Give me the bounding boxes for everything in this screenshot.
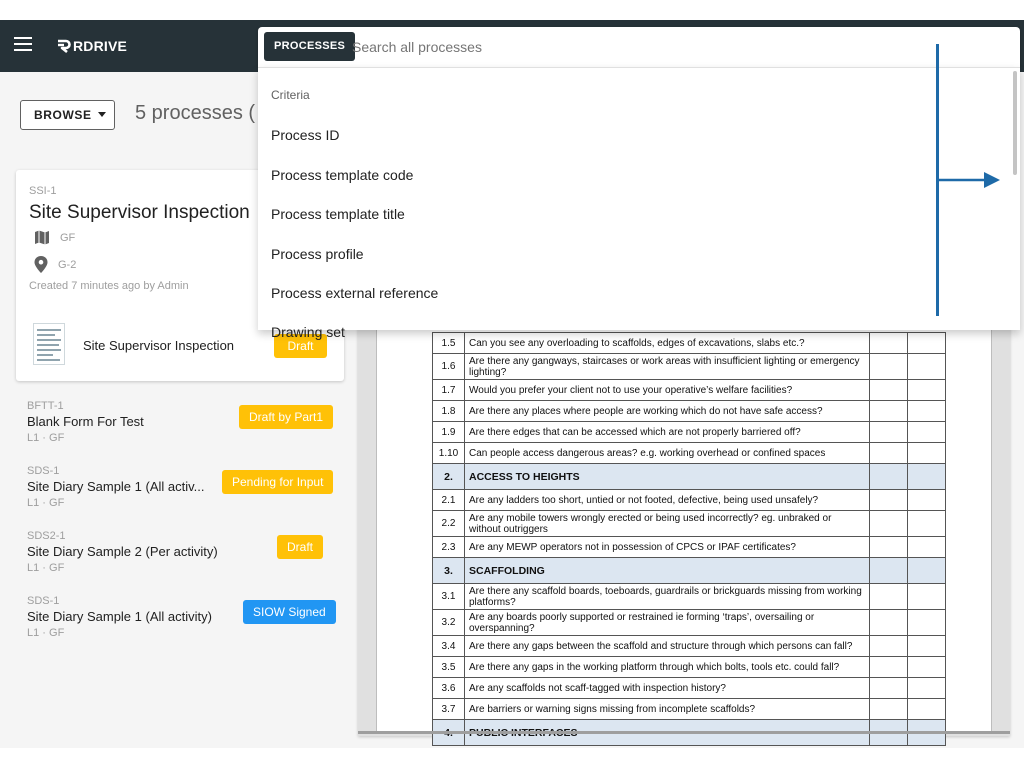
section-title: SCAFFOLDING (465, 558, 870, 584)
row-number: 1.6 (433, 354, 465, 380)
table-row (433, 422, 946, 443)
status-badge: Draft (277, 535, 323, 559)
card-process-title: Site Supervisor Inspection (29, 202, 250, 223)
annotation-arrow-icon (936, 170, 1006, 190)
answer-cell (908, 537, 946, 558)
row-number: 1.5 (433, 333, 465, 354)
question-text: Are there any gangways, staircases or work areas with insufficient lighting or emergency lighting? (465, 354, 870, 380)
table-row (433, 537, 946, 558)
criteria-process-profile[interactable]: Process profile (271, 246, 364, 262)
answer-cell (870, 537, 908, 558)
map-icon (34, 230, 50, 245)
question-text: Are there any scaffold boards, toeboards, guardrails or brickguards missing from working platforms? (465, 584, 870, 610)
process-list-item[interactable] (0, 465, 345, 527)
table-row (433, 699, 946, 720)
answer-cell (870, 584, 908, 610)
table-row (433, 380, 946, 401)
answer-cell (908, 443, 946, 464)
row-number: 1.7 (433, 380, 465, 401)
answer-cell (908, 558, 946, 584)
answer-cell (908, 636, 946, 657)
logo-text: RDRIVE (73, 38, 128, 54)
answer-cell (870, 401, 908, 422)
logo-mark-icon (56, 38, 72, 54)
process-code: BFTT-1 (27, 400, 64, 412)
table-row (433, 333, 946, 354)
card-location-row (34, 256, 76, 273)
question-text: Are any scaffolds not scaff-tagged with inspection history? (465, 678, 870, 699)
table-row (433, 354, 946, 380)
document-page (376, 264, 992, 732)
status-badge: SIOW Signed (243, 600, 336, 624)
browse-dropdown-button[interactable] (20, 100, 115, 130)
app-window (0, 20, 1024, 748)
answer-cell (908, 584, 946, 610)
location-pin-icon (34, 256, 48, 273)
answer-cell (870, 380, 908, 401)
question-text: Are any MEWP operators not in possession of CPCS or IPAF certificates? (465, 537, 870, 558)
answer-cell (870, 699, 908, 720)
criteria-process-external-reference[interactable]: Process external reference (271, 285, 439, 301)
row-number: 2.3 (433, 537, 465, 558)
card-document-title: Site Supervisor Inspection (83, 338, 235, 353)
row-number: 3.1 (433, 584, 465, 610)
process-title: Blank Form For Test (27, 414, 144, 429)
process-title: Site Diary Sample 1 (All activ... (27, 479, 205, 494)
process-location: L1 · GF (27, 627, 65, 639)
answer-cell (908, 333, 946, 354)
inspection-checklist-table (432, 332, 946, 746)
row-number: 3.2 (433, 610, 465, 636)
process-list-item[interactable] (0, 400, 345, 462)
row-number: 1.9 (433, 422, 465, 443)
table-row (433, 610, 946, 636)
question-text: Are barriers or warning signs missing from incomplete scaffolds? (465, 699, 870, 720)
document-preview[interactable] (358, 264, 1010, 736)
process-count (135, 102, 255, 125)
answer-cell (870, 443, 908, 464)
answer-cell (908, 699, 946, 720)
table-row (433, 636, 946, 657)
question-text: Can you see any overloading to scaffolds, edges of excavations, slabs etc.? (465, 333, 870, 354)
row-number: 2.1 (433, 490, 465, 511)
card-map-row (34, 230, 75, 245)
answer-cell (870, 422, 908, 443)
process-title: Site Diary Sample 2 (Per activity) (27, 544, 218, 559)
row-number: 1.8 (433, 401, 465, 422)
question-text: Are any boards poorly supported or restrained ie forming ‘traps’, oversailing or overspanning? (465, 610, 870, 636)
table-section-row (433, 464, 946, 490)
answer-cell (870, 678, 908, 699)
brand-logo[interactable] (56, 36, 127, 56)
process-code: SDS-1 (27, 465, 60, 477)
process-code: SDS-1 (27, 595, 60, 607)
process-count-text: 5 processes (135, 102, 243, 124)
answer-cell (908, 354, 946, 380)
question-text: Are there any gaps in the working platform through which bolts, tools etc. could fall? (465, 657, 870, 678)
process-title: Site Diary Sample 1 (All activity) (27, 609, 212, 624)
process-location: L1 · GF (27, 497, 65, 509)
hamburger-icon[interactable] (14, 37, 32, 51)
status-badge: Pending for Input (222, 470, 333, 494)
card-location-value: G-2 (58, 258, 77, 271)
dropdown-scrollbar[interactable] (1013, 71, 1017, 175)
answer-cell (908, 464, 946, 490)
search-criteria-dropdown (258, 67, 1020, 340)
process-list-item[interactable] (0, 530, 345, 592)
question-text: Are there any gaps between the scaffold and structure through which persons can fall? (465, 636, 870, 657)
row-number: 1.10 (433, 443, 465, 464)
answer-cell (870, 511, 908, 537)
search-input[interactable] (352, 32, 1002, 61)
table-row (433, 511, 946, 537)
answer-cell (870, 490, 908, 511)
status-badge: Draft by Part1 (239, 405, 333, 429)
criteria-header: Criteria (271, 88, 310, 102)
answer-cell (908, 422, 946, 443)
status-badge: Draft (274, 334, 327, 358)
process-code: SDS2-1 (27, 530, 66, 542)
answer-cell (908, 678, 946, 699)
answer-cell (870, 333, 908, 354)
table-row (433, 401, 946, 422)
answer-cell (870, 610, 908, 636)
answer-cell (870, 558, 908, 584)
process-count-suffix: ( (248, 102, 256, 124)
question-text: Would you prefer your client not to use your operative’s welfare facilities? (465, 380, 870, 401)
process-list-item[interactable] (0, 595, 345, 657)
row-number: 2. (433, 464, 465, 490)
card-process-code: SSI-1 (29, 185, 57, 197)
process-location: L1 · GF (27, 562, 65, 574)
row-number: 3. (433, 558, 465, 584)
card-created-meta: Created 7 minutes ago by Admin (29, 280, 189, 292)
table-row (433, 490, 946, 511)
table-row (433, 657, 946, 678)
answer-cell (908, 401, 946, 422)
criteria-process-id[interactable]: Process ID (271, 127, 340, 143)
row-number: 3.5 (433, 657, 465, 678)
question-text: Are any ladders too short, untied or not footed, defective, being used unsafely? (465, 490, 870, 511)
answer-cell (870, 354, 908, 380)
answer-cell (908, 490, 946, 511)
caret-down-icon (98, 112, 106, 117)
row-number: 3.6 (433, 678, 465, 699)
answer-cell (908, 657, 946, 678)
row-number: 3.7 (433, 699, 465, 720)
document-thumbnail[interactable] (33, 323, 65, 365)
card-map-value: GF (60, 231, 76, 244)
criteria-process-template-title[interactable]: Process template title (271, 206, 405, 222)
answer-cell (870, 636, 908, 657)
browse-label: BROWSE (34, 108, 92, 122)
question-text: Are any mobile towers wrongly erected or being used incorrectly? eg. unbraked or without outriggers (465, 511, 870, 537)
section-title: ACCESS TO HEIGHTS (465, 464, 870, 490)
answer-cell (870, 657, 908, 678)
process-location: L1 · GF (27, 432, 65, 444)
answer-cell (908, 610, 946, 636)
table-row (433, 584, 946, 610)
question-text: Are there any places where people are working which do not have safe access? (465, 401, 870, 422)
question-text: Can people access dangerous areas? e.g. working overhead or confined spaces (465, 443, 870, 464)
global-search-bar (258, 27, 1020, 67)
row-number: 2.2 (433, 511, 465, 537)
table-row (433, 443, 946, 464)
criteria-process-template-code[interactable]: Process template code (271, 167, 414, 183)
answer-cell (870, 464, 908, 490)
answer-cell (908, 511, 946, 537)
row-number: 3.4 (433, 636, 465, 657)
table-row (433, 678, 946, 699)
question-text: Are there edges that can be accessed which are not properly barriered off? (465, 422, 870, 443)
horizontal-scrollbar[interactable] (358, 731, 1010, 734)
search-scope-button[interactable]: PROCESSES (264, 32, 355, 61)
answer-cell (908, 380, 946, 401)
criteria-drawing-set[interactable]: Drawing set (271, 324, 345, 340)
table-section-row (433, 558, 946, 584)
